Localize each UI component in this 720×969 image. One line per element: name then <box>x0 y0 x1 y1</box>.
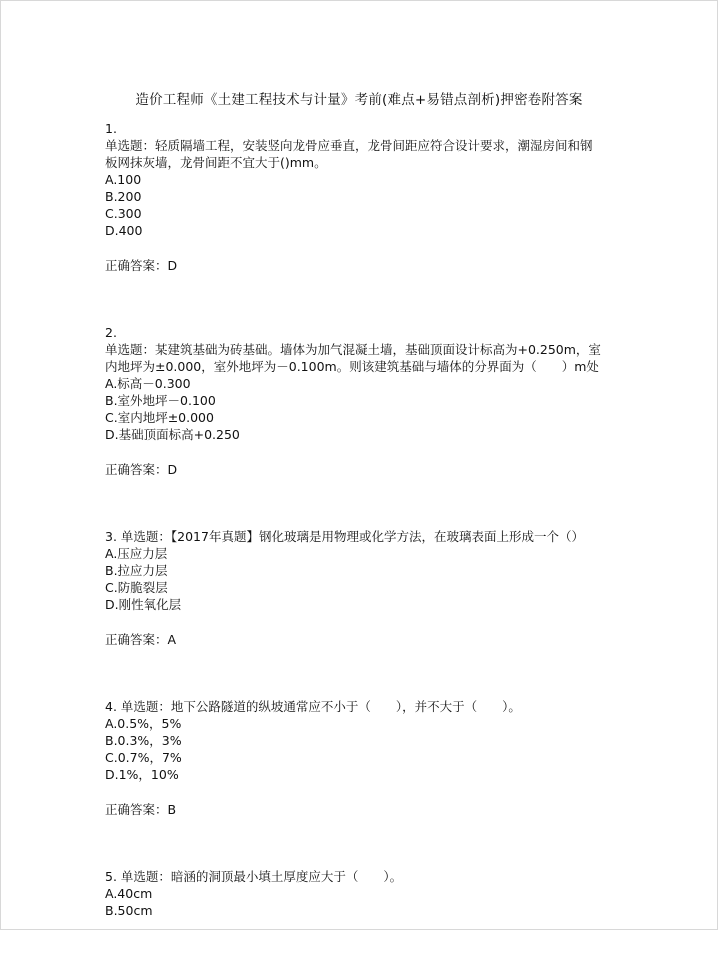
question-item <box>105 120 625 274</box>
question-stem-line: 4. 单选题：地下公路隧道的纵坡通常应不小于（ ），并不大于（ ）。 <box>105 699 521 714</box>
question-stem-line: 板网抹灰墙，龙骨间距不宜大于()mm。 <box>105 155 327 170</box>
option-c: C.室内地坪±0.000 <box>105 410 214 425</box>
option-b: B.50cm <box>105 903 153 918</box>
option-d: D.1%，10% <box>105 767 179 782</box>
question-item <box>105 324 625 478</box>
option-c: C.300 <box>105 206 142 221</box>
correct-answer: 正确答案：A <box>105 632 177 647</box>
question-number: 1. <box>105 121 117 136</box>
question-item <box>105 698 625 818</box>
question-stem-line: 5. 单选题：暗涵的洞顶最小填土厚度应大于（ ）。 <box>105 869 403 884</box>
option-a: A.0.5%，5% <box>105 716 182 731</box>
correct-answer: 正确答案：D <box>105 258 178 273</box>
option-a: A.100 <box>105 172 142 187</box>
option-d: D.400 <box>105 223 143 238</box>
question-number: 2. <box>105 325 117 340</box>
option-b: B.0.3%，3% <box>105 733 182 748</box>
option-b: B.200 <box>105 189 142 204</box>
correct-answer: 正确答案：D <box>105 462 178 477</box>
correct-answer: 正确答案：B <box>105 802 177 817</box>
option-d: D.基础顶面标高+0.250 <box>105 427 240 442</box>
question-stem-line: 单选题：某建筑基础为砖基础。墙体为加气混凝土墙，基础顶面设计标高为+0.250m，室 <box>105 342 601 357</box>
option-d: D.刚性氧化层 <box>105 597 182 612</box>
question-stem-line: 内地坪为±0.000，室外地坪为－0.100m。则该建筑基础与墙体的分界面为（ ）m处 <box>105 359 599 374</box>
question-item <box>105 528 625 648</box>
question-list <box>105 120 625 969</box>
question-stem-line: 3. 单选题：【2017年真题】钢化玻璃是用物理或化学方法，在玻璃表面上形成一个（） <box>105 529 584 544</box>
option-c: C.0.7%，7% <box>105 750 182 765</box>
option-b: B.室外地坪－0.100 <box>105 393 216 408</box>
question-item <box>105 868 625 919</box>
question-stem-line: 单选题：轻质隔墙工程，安装竖向龙骨应垂直，龙骨间距应符合设计要求，潮湿房间和钢 <box>105 138 593 153</box>
document-title: 造价工程师《土建工程技术与计量》考前(难点+易错点剖析)押密卷附答案 <box>135 92 583 108</box>
option-c: C.防脆裂层 <box>105 580 168 595</box>
option-a: A.标高－0.300 <box>105 376 191 391</box>
option-a: A.40cm <box>105 886 153 901</box>
option-b: B.拉应力层 <box>105 563 168 578</box>
option-a: A.压应力层 <box>105 546 168 561</box>
